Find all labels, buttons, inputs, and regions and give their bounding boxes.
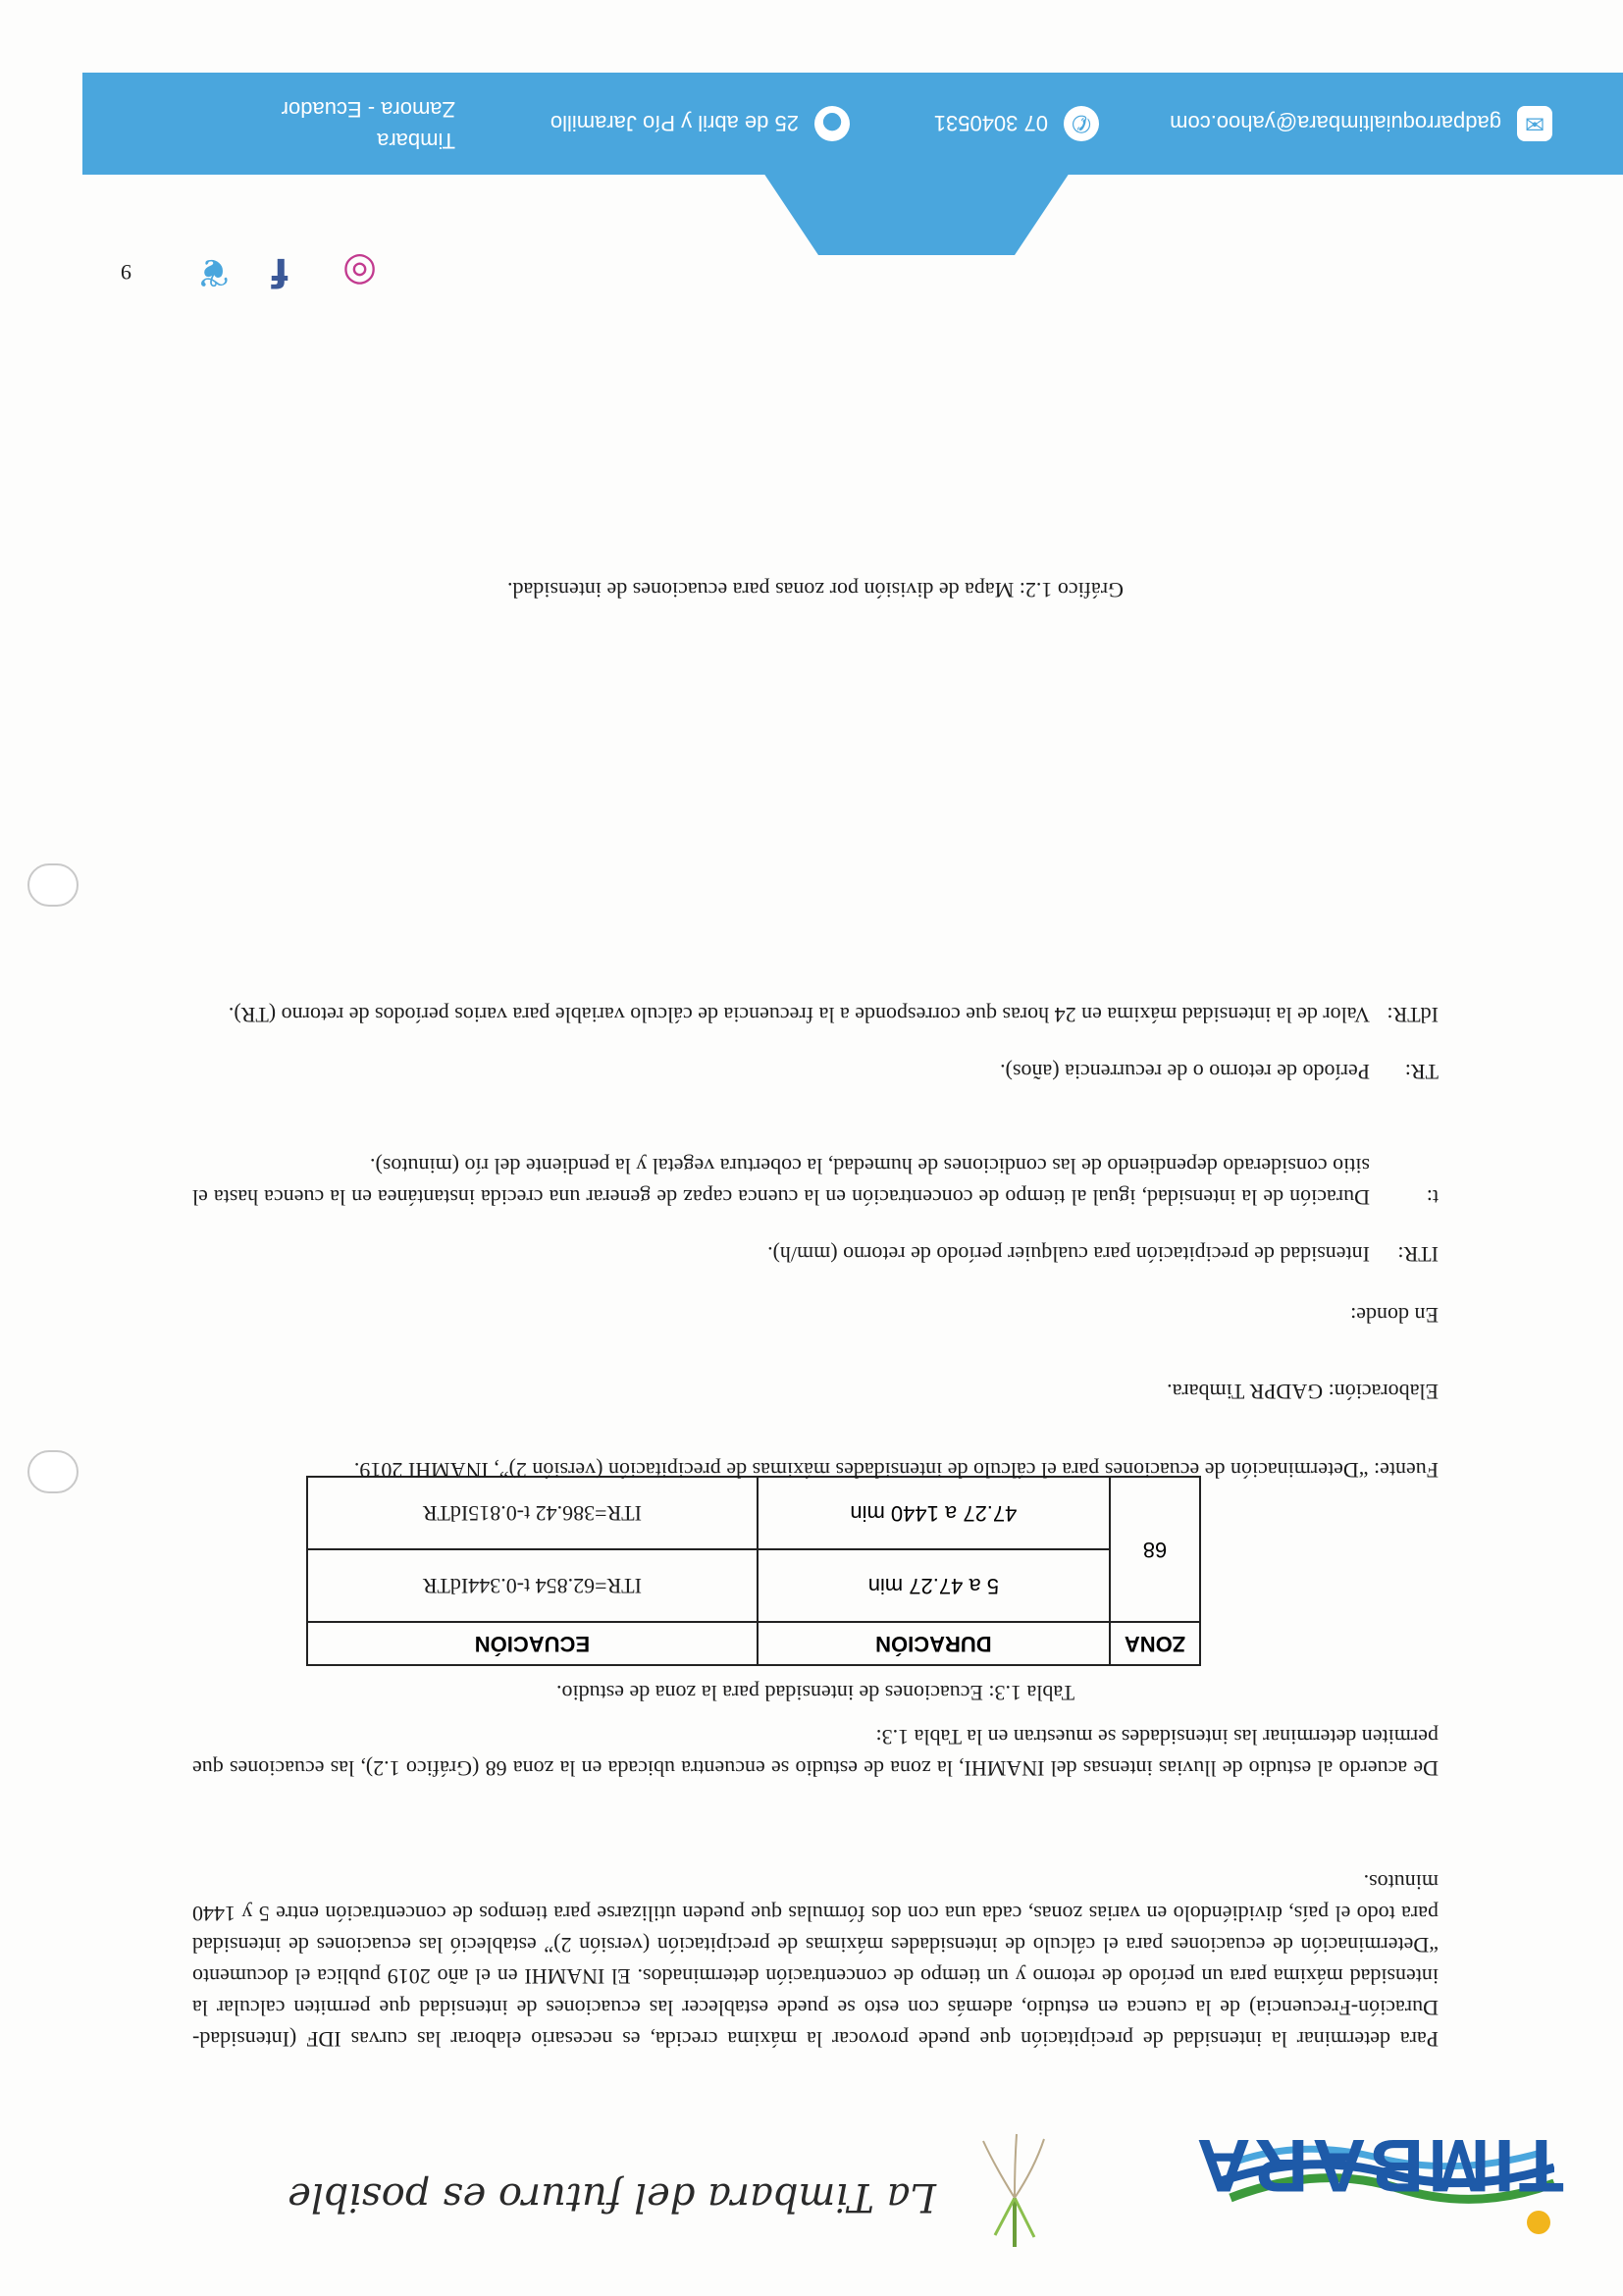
table-row — [307, 1549, 1200, 1622]
facebook-icon: f — [271, 249, 288, 294]
table-row — [307, 1477, 1200, 1549]
phone-icon: ✆ — [1064, 106, 1099, 141]
definition-itr — [192, 1238, 1439, 1270]
table-caption: Tabla 1.3: Ecuaciones de intensidad para la zona de estudio. — [555, 1681, 1075, 1705]
duration-cell: 47.27 a 1440 min — [758, 1477, 1110, 1549]
plant-roots-icon — [956, 2129, 1073, 2257]
definition-term: TR: — [1404, 1060, 1439, 1084]
elaboration-note: Elaboración: GADPR Timbara. — [1167, 1380, 1439, 1404]
column-header: DURACIÓN — [758, 1622, 1110, 1665]
location-pin-icon: ● — [814, 106, 850, 141]
column-header: ZONA — [1110, 1622, 1200, 1665]
page-number: 9 — [121, 260, 131, 285]
footer-bar — [82, 73, 1623, 175]
footer-phone: 07 3040531 — [933, 111, 1048, 135]
slogan-signature: La Timbara del futuro es posible — [288, 2174, 936, 2219]
table-header-row — [307, 1622, 1200, 1665]
definition-tr — [192, 1056, 1439, 1087]
definition-term: t: — [1426, 1185, 1439, 1210]
zone-cell: 68 — [1110, 1477, 1200, 1622]
email-icon: ✉ — [1517, 106, 1552, 141]
definition-text: Intensidad de precipitación para cualquier período de retorno (mm/h). — [767, 1242, 1370, 1267]
equation-cell: ITR=386.42 t-0.815IdTR — [307, 1477, 758, 1549]
punch-hole — [27, 863, 79, 907]
brand-name: TIMBARA — [1192, 2123, 1564, 2207]
footer-address: 25 de abril y Pío Jaramillo — [550, 111, 799, 135]
figure-caption: Gráfico 1.2: Mapa de división por zonas para ecuaciones de intensidad. — [507, 578, 1125, 602]
footer-city: Timbara — [377, 129, 455, 153]
page-header — [0, 2090, 1623, 2296]
definition-idtr — [192, 999, 1439, 1030]
definition-term: IdTR: — [1387, 1003, 1439, 1027]
bird-logo-icon: ❦ — [196, 249, 230, 294]
source-note: Fuente: “Determinación de ecuaciones para el cálculo de intensidades máximas de precipitación (versión 2)”, INAMHI 2019. — [353, 1458, 1439, 1483]
footer-country: Zamora - Ecuador — [281, 97, 455, 122]
instagram-icon: ◎ — [342, 249, 377, 294]
footer-notch-shape — [759, 167, 1073, 255]
footer-email: gadparroquialtimbara@yahoo.com — [1170, 111, 1501, 135]
duration-cell: 5 a 47.27 min — [758, 1549, 1110, 1622]
definition-t — [192, 1150, 1439, 1213]
definition-text: Valor de la intensidad máxima en 24 horas que corresponde a la frecuencia de cálculo variable para varios períodos de retorno (TR). — [228, 1003, 1370, 1027]
where-label: En donde: — [1350, 1303, 1439, 1328]
intro-paragraph: Para determinar la intensidad de precipitación que puede provocar la máxima crecida, es necesario elaborar las curvas IDF (Intensidad-Duración-Frecuencia) de la cuenca en estudio, además con esto se puede establecer las ecuaciones de intensidad que permiten calcular la intensidad máxima para un período de retorno y un tiempo de concentración determinados. El INAMHI en el año 2019 publica el documento “Determinación de ecuaciones para el cálculo de intensidades máximas de precipitación (versión 2)” estableció las ecuaciones de intensidad para todo el país, dividiéndolo en varias zonas, cada una con dos fórmulas que pueden utilizarse para tiempos de concentración entre 5 y 1440 minutos. — [192, 1870, 1439, 2052]
definition-text: Duración de la intensidad, igual al tiempo de concentración en la cuenca capaz de generar una crecida instantánea en la cuenca hasta el sitio considerado dependiendo de las condiciones de humedad, la cobertura vegetal y la pendiente del río (minutos). — [192, 1154, 1370, 1210]
equations-table — [306, 1476, 1201, 1666]
equation-cell: ITR=62.854 t-0.344IdTR — [307, 1549, 758, 1622]
definition-term: ITR: — [1397, 1242, 1439, 1267]
zone-paragraph: De acuerdo al estudio de lluvias intensas del INAMHI, la zona de estudio se encuentra ubicada en la zona 68 (Gráfico 1.2), las ecuaciones que permiten determinar las intensidades se muestran en la Tabla 1.3: — [192, 1725, 1439, 1781]
definition-text: Período de retorno o de recurrencia (años). — [1000, 1060, 1370, 1084]
column-header: ECUACIÓN — [307, 1622, 758, 1665]
punch-hole — [27, 1450, 79, 1493]
